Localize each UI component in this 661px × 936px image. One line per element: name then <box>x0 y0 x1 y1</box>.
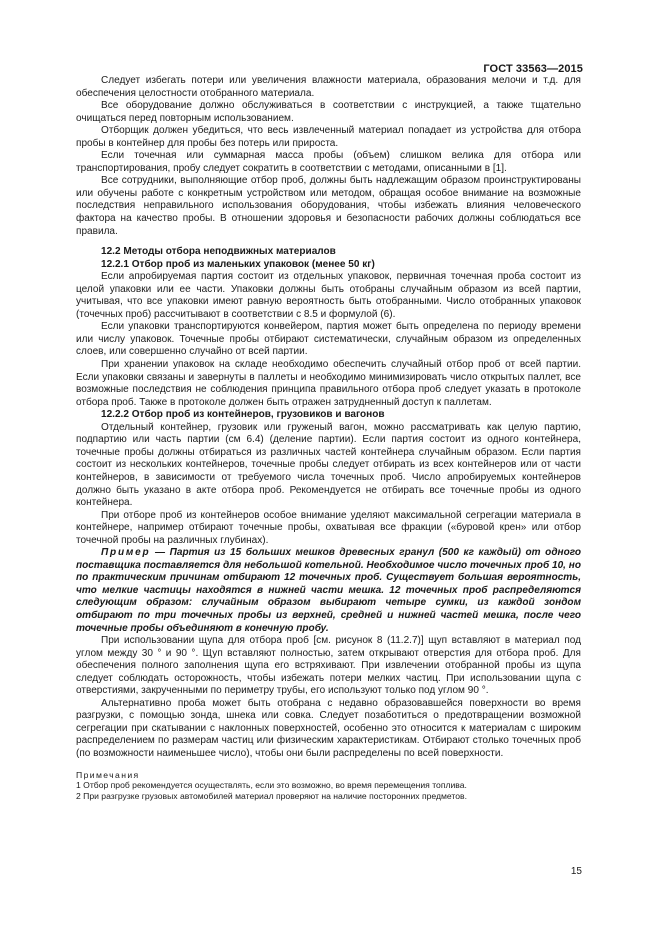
section-heading-12-2-1: 12.2.1 Отбор проб из маленьких упаковок (менее 50 кг) <box>101 258 375 270</box>
paragraph: Альтернативно проба может быть отобрана с недавно образовавшейся поверхности во время разгрузки, с помощью зонда, шнека или совка. Следует позаботиться о предотвращении возможной сегрегации при скатывании с наклонных поверхностей, особенно это относится к материалам с широким распределением по размерам частиц или физическим характеристикам. Отбирают столько точечных проб (по возможности наименьшее число), чтобы они были распределены по всей поверхности. <box>76 697 581 759</box>
section-heading-12-2: 12.2 Методы отбора неподвижных материалов <box>101 246 336 258</box>
paragraph: Следует избегать потери или увеличения влажности материала, образования мелочи и т.д. для обеспечения целостности отобранного материала. <box>76 75 581 99</box>
paragraph: Если точечная или суммарная масса пробы (объем) слишком велика для отбора или транспортирования, пробу следует сократить в соответствии с методами, описанными в [1]. <box>76 150 581 174</box>
note-item: 2 При разгрузке грузовых автомобилей материал проверяют на наличие посторонних предметов. <box>76 791 467 802</box>
example-paragraph <box>76 547 581 635</box>
note-item: 1 Отбор проб рекомендуется осуществлять, если это возможно, во время перемещения топлива. <box>76 780 467 791</box>
notes-block <box>76 770 581 802</box>
notes-title: Примечания <box>76 769 140 780</box>
paragraph: Все сотрудники, выполняющие отбор проб, должны быть надлежащим образом проинструктированы или обучены работе с конкретным устройством или методом, обращая особое внимание на возможные последствия неправильного использования оборудования, чтобы избежать влияния человеческого фактора на качество пробы. В отношении здоровья и безопасности рабочих должны соблюдаться все правила. <box>76 175 581 237</box>
spacer <box>76 238 581 246</box>
standard-designation: ГОСТ 33563—2015 <box>483 63 583 75</box>
paragraph: При отборе проб из контейнеров особое внимание уделяют максимальной сегрегации материала в контейнере, например отбирают точечные пробы, охватывая все фракции («буровой крен» или отбор точечной пробы на различных глубинах). <box>76 509 581 546</box>
example-text: — Партия из 15 больших мешков древесных гранул (500 кг каждый) от одного поставщика поставляется для небольшой котельной. Необходимое число точечных проб 10, но по практическим причинам отбирают 12 точечных проб. Существует большая вероятность, что мелкие частицы находятся в нижней части мешка. 12 точечных проб распределяются следующим образом: случайным образом выбирают четыре сумки, из каждой зондом отбирают по три точечных пробы из верхней, средней и нижней частей мешка, после чего точечные пробы объединяют в конечную пробу. <box>76 547 581 634</box>
paragraph: Все оборудование должно обслуживаться в соответствии с инструкцией, а также тщательно очищаться перед повторным использованием. <box>76 100 581 124</box>
paragraph: При хранении упаковок на складе необходимо обеспечить случайный отбор проб от всей партии. Если упаковки связаны и завернуты в паллеты и необходимо минимизировать число открытых паллет, все возможные последствия не соблюдения принципа правильного отбора проб следует указать в протоколе отбора проб. Также в протоколе должен быть отражен затрудненный доступ к паллетам. <box>76 359 581 408</box>
paragraph: Отборщик должен убедиться, что весь извлеченный материал попадает из устройства для отбора пробы в контейнер для пробы без потерь или прироста. <box>76 125 581 149</box>
example-label: Пример <box>101 547 151 559</box>
paragraph: Отдельный контейнер, грузовик или груженый вагон, можно рассматривать как целую партию, подпартию или часть партии (см 6.4) (деление партии). Если партия состоит из одного контейнера, точечные пробы должны отбираться из различных частей контейнера случайным образом. Если партия состоит из нескольких контейнеров, точечные пробы следует отбирать из всех контейнеров или от части контейнеров, в зависимости от требуемого числа точечных проб. Число апробируемых контейнеров должно быть указано в акте отбора проб. Рекомендуется не отбирать все точечные пробы из одного контейнера. <box>76 421 581 509</box>
page-number: 15 <box>570 866 582 877</box>
paragraph: При использовании щупа для отбора проб [см. рисунок 8 (11.2.7)] щуп вставляют в материал под углом между 30 ° и 90 °. Щуп вставляют полностью, затем открывают отверстия для отбора проб. Для обеспечения полного заполнения щупа его встряхивают. При извлечении отобранной пробы из щупа следует соблюдать осторожность, чтобы избежать потери мелких частиц. При использовании щупа с отверстиями, закрученными по периметру трубы, его используют только под углом 90 °. <box>76 635 581 697</box>
document-body <box>76 75 581 802</box>
paragraph: Если упаковки транспортируются конвейером, партия может быть определена по периоду времени или числу упаковок. Точечные пробы отбирают систематически, случайным образом из определенных слоев, или совершенно случайно от всей партии. <box>76 321 581 358</box>
paragraph: Если апробируемая партия состоит из отдельных упаковок, первичная точечная проба состоит из целой упаковки или ее части. Упаковки должны быть отобраны случайным образом из всей партии, учитывая, что все упаковки имеют равную вероятность быть отобранными. Число отобранных упаковок (точечных проб) рассчитывают в соответствии с 8.5 и формулой (6). <box>76 271 581 320</box>
section-heading-12-2-2: 12.2.2 Отбор проб из контейнеров, грузовиков и вагонов <box>101 409 385 421</box>
